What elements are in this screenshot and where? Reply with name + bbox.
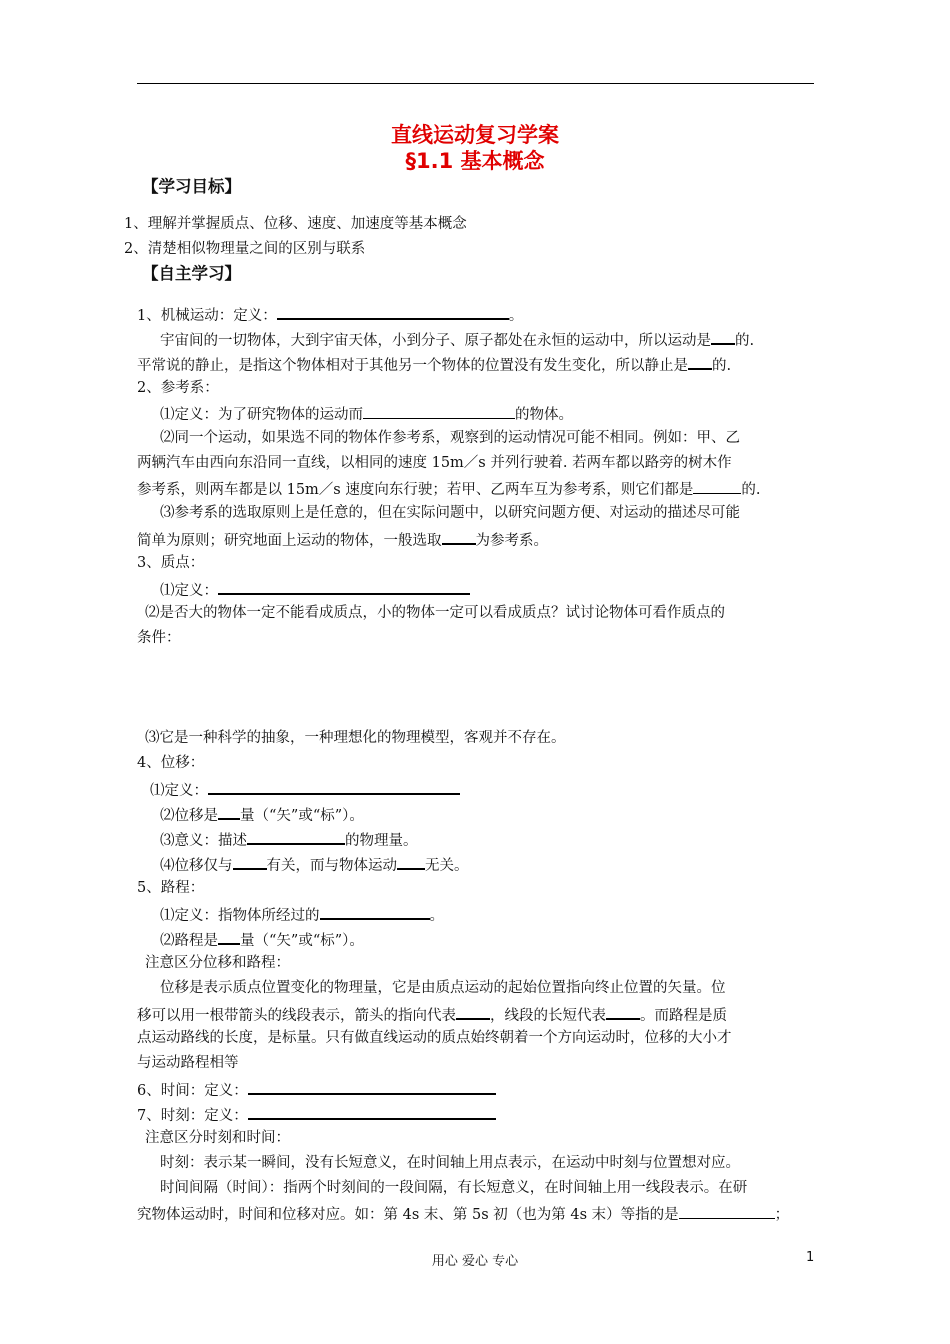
objectives-heading: 【学习目标】	[142, 177, 241, 196]
paragraph-line: ⑷位移仅与 有关，而与物体运动 无关。	[160, 854, 469, 875]
note-heading: 注意区分时刻和时间：	[145, 1130, 290, 1146]
paragraph-line: ⑵位移是 量（“矢”或“标”）。	[160, 804, 364, 825]
note-heading: 注意区分位移和路程：	[145, 955, 290, 971]
paragraph-line: 宇宙间的一切物体，大到宇宙天体，小到分子、原子都处在永恒的运动中，所以运动是 的.	[160, 329, 754, 350]
paragraph-line: 位移是表示质点位置变化的物理量，它是由质点运动的起始位置指向终止位置的矢量。位	[160, 980, 726, 996]
paragraph-line: 点运动路线的长度，是标量。只有做直线运动的质点始终朝着一个方向运动时，位移的大小才	[137, 1030, 732, 1046]
fill-blank[interactable]	[218, 579, 470, 595]
item-time: 6、时间：定义：	[137, 1079, 496, 1100]
paragraph-line: ⑶参考系的选取原则上是任意的，但在实际问题中，以研究问题方便、对运动的描述尽可能	[160, 505, 740, 521]
paragraph-line: 移可以用一根带箭头的线段表示，箭头的指向代表 ，线段的长短代表 。而路程是质	[137, 1004, 727, 1025]
item-mechanical-motion: 1、机械运动：定义： 。	[137, 304, 523, 325]
paragraph-line: ⑵是否大的物体一定不能看成质点，小的物体一定可以看成质点？试讨论物体可看作质点的	[145, 605, 725, 621]
fill-blank[interactable]	[248, 1104, 496, 1120]
fill-blank[interactable]	[456, 1004, 490, 1020]
fill-blank[interactable]	[442, 529, 476, 545]
paragraph-line: 简单为原则；研究地面上运动的物体，一般选取 为参考系。	[137, 529, 548, 550]
page-number: 1	[806, 1250, 815, 1265]
paragraph-line: ⑴定义：为了研究物体的运动而 的物体。	[160, 404, 573, 424]
paragraph-line: 两辆汽车由西向东沿同一直线，以相同的速度 15m／s 并列行驶着. 若两车都以路旁的树木作	[137, 455, 732, 471]
paragraph-line: ⑴定义：	[150, 779, 460, 800]
paragraph-line: ⑶它是一种科学的抽象，一种理想化的物理模型，客观并不存在。	[145, 730, 566, 746]
fill-blank[interactable]	[208, 779, 460, 795]
paragraph-line: 时间间隔（时间）：指两个时刻间的一段间隔，有长短意义，在时间轴上用一线段表示。在研	[160, 1180, 748, 1196]
fill-blank[interactable]	[688, 354, 712, 370]
fill-blank[interactable]	[693, 479, 741, 494]
fill-blank[interactable]	[363, 404, 515, 419]
fill-blank[interactable]	[218, 804, 240, 820]
paragraph-line: ⑶意义：描述 的物理量。	[160, 829, 418, 850]
objective-item: 2、清楚相似物理量之间的区别与联系	[124, 241, 366, 257]
paragraph-line: 究物体运动时，时间和位移对应。如：第 4s 末、第 5s 初（也为第 4s 末）等指的是 ；	[137, 1204, 789, 1224]
paragraph-line: ⑴定义：	[160, 579, 470, 600]
self-study-heading: 【自主学习】	[142, 264, 241, 283]
fill-blank[interactable]	[248, 1079, 496, 1095]
paragraph-line: 与运动路程相等	[137, 1055, 239, 1071]
document-title: 直线运动复习学案	[391, 123, 559, 147]
fill-blank[interactable]	[320, 904, 430, 920]
fill-blank[interactable]	[711, 329, 735, 345]
item-path-length: 5、路程：	[137, 880, 205, 896]
fill-blank[interactable]	[218, 929, 240, 945]
section-subtitle: §1.1 基本概念	[405, 149, 545, 173]
fill-blank[interactable]	[233, 854, 267, 870]
paragraph-line: 参考系，则两车都是以 15m／s 速度向东行驶；若甲、乙两车互为参考系，则它们都是 的.	[137, 479, 760, 499]
footer-motto: 用心 爱心 专心	[431, 1254, 519, 1269]
paragraph-line: ⑵路程是 量（“矢”或“标”）。	[160, 929, 364, 950]
paragraph-line: 时刻：表示某一瞬间，没有长短意义，在时间轴上用点表示，在运动中时刻与位置想对应。	[160, 1155, 740, 1171]
paragraph-line: 平常说的静止，是指这个物体相对于其他另一个物体的位置没有发生变化，所以静止是 的.	[137, 354, 731, 375]
fill-blank[interactable]	[397, 854, 425, 870]
paragraph-line: ⑴定义：指物体所经过的 。	[160, 904, 444, 925]
item-particle: 3、质点：	[137, 555, 205, 571]
item-displacement: 4、位移：	[137, 755, 205, 771]
fill-blank[interactable]	[606, 1004, 640, 1020]
item-moment: 7、时刻：定义：	[137, 1104, 496, 1125]
fill-blank[interactable]	[277, 304, 509, 320]
fill-blank[interactable]	[247, 829, 345, 845]
item-reference-frame: 2、参考系：	[137, 380, 219, 396]
fill-blank[interactable]	[679, 1204, 775, 1219]
paragraph-line: ⑵同一个运动，如果选不同的物体作参考系，观察到的运动情况可能不相同。例如：甲、乙	[160, 430, 740, 446]
objective-item: 1、理解并掌握质点、位移、速度、加速度等基本概念	[124, 216, 467, 232]
paragraph-line: 条件：	[137, 630, 181, 646]
header-rule	[137, 83, 814, 84]
